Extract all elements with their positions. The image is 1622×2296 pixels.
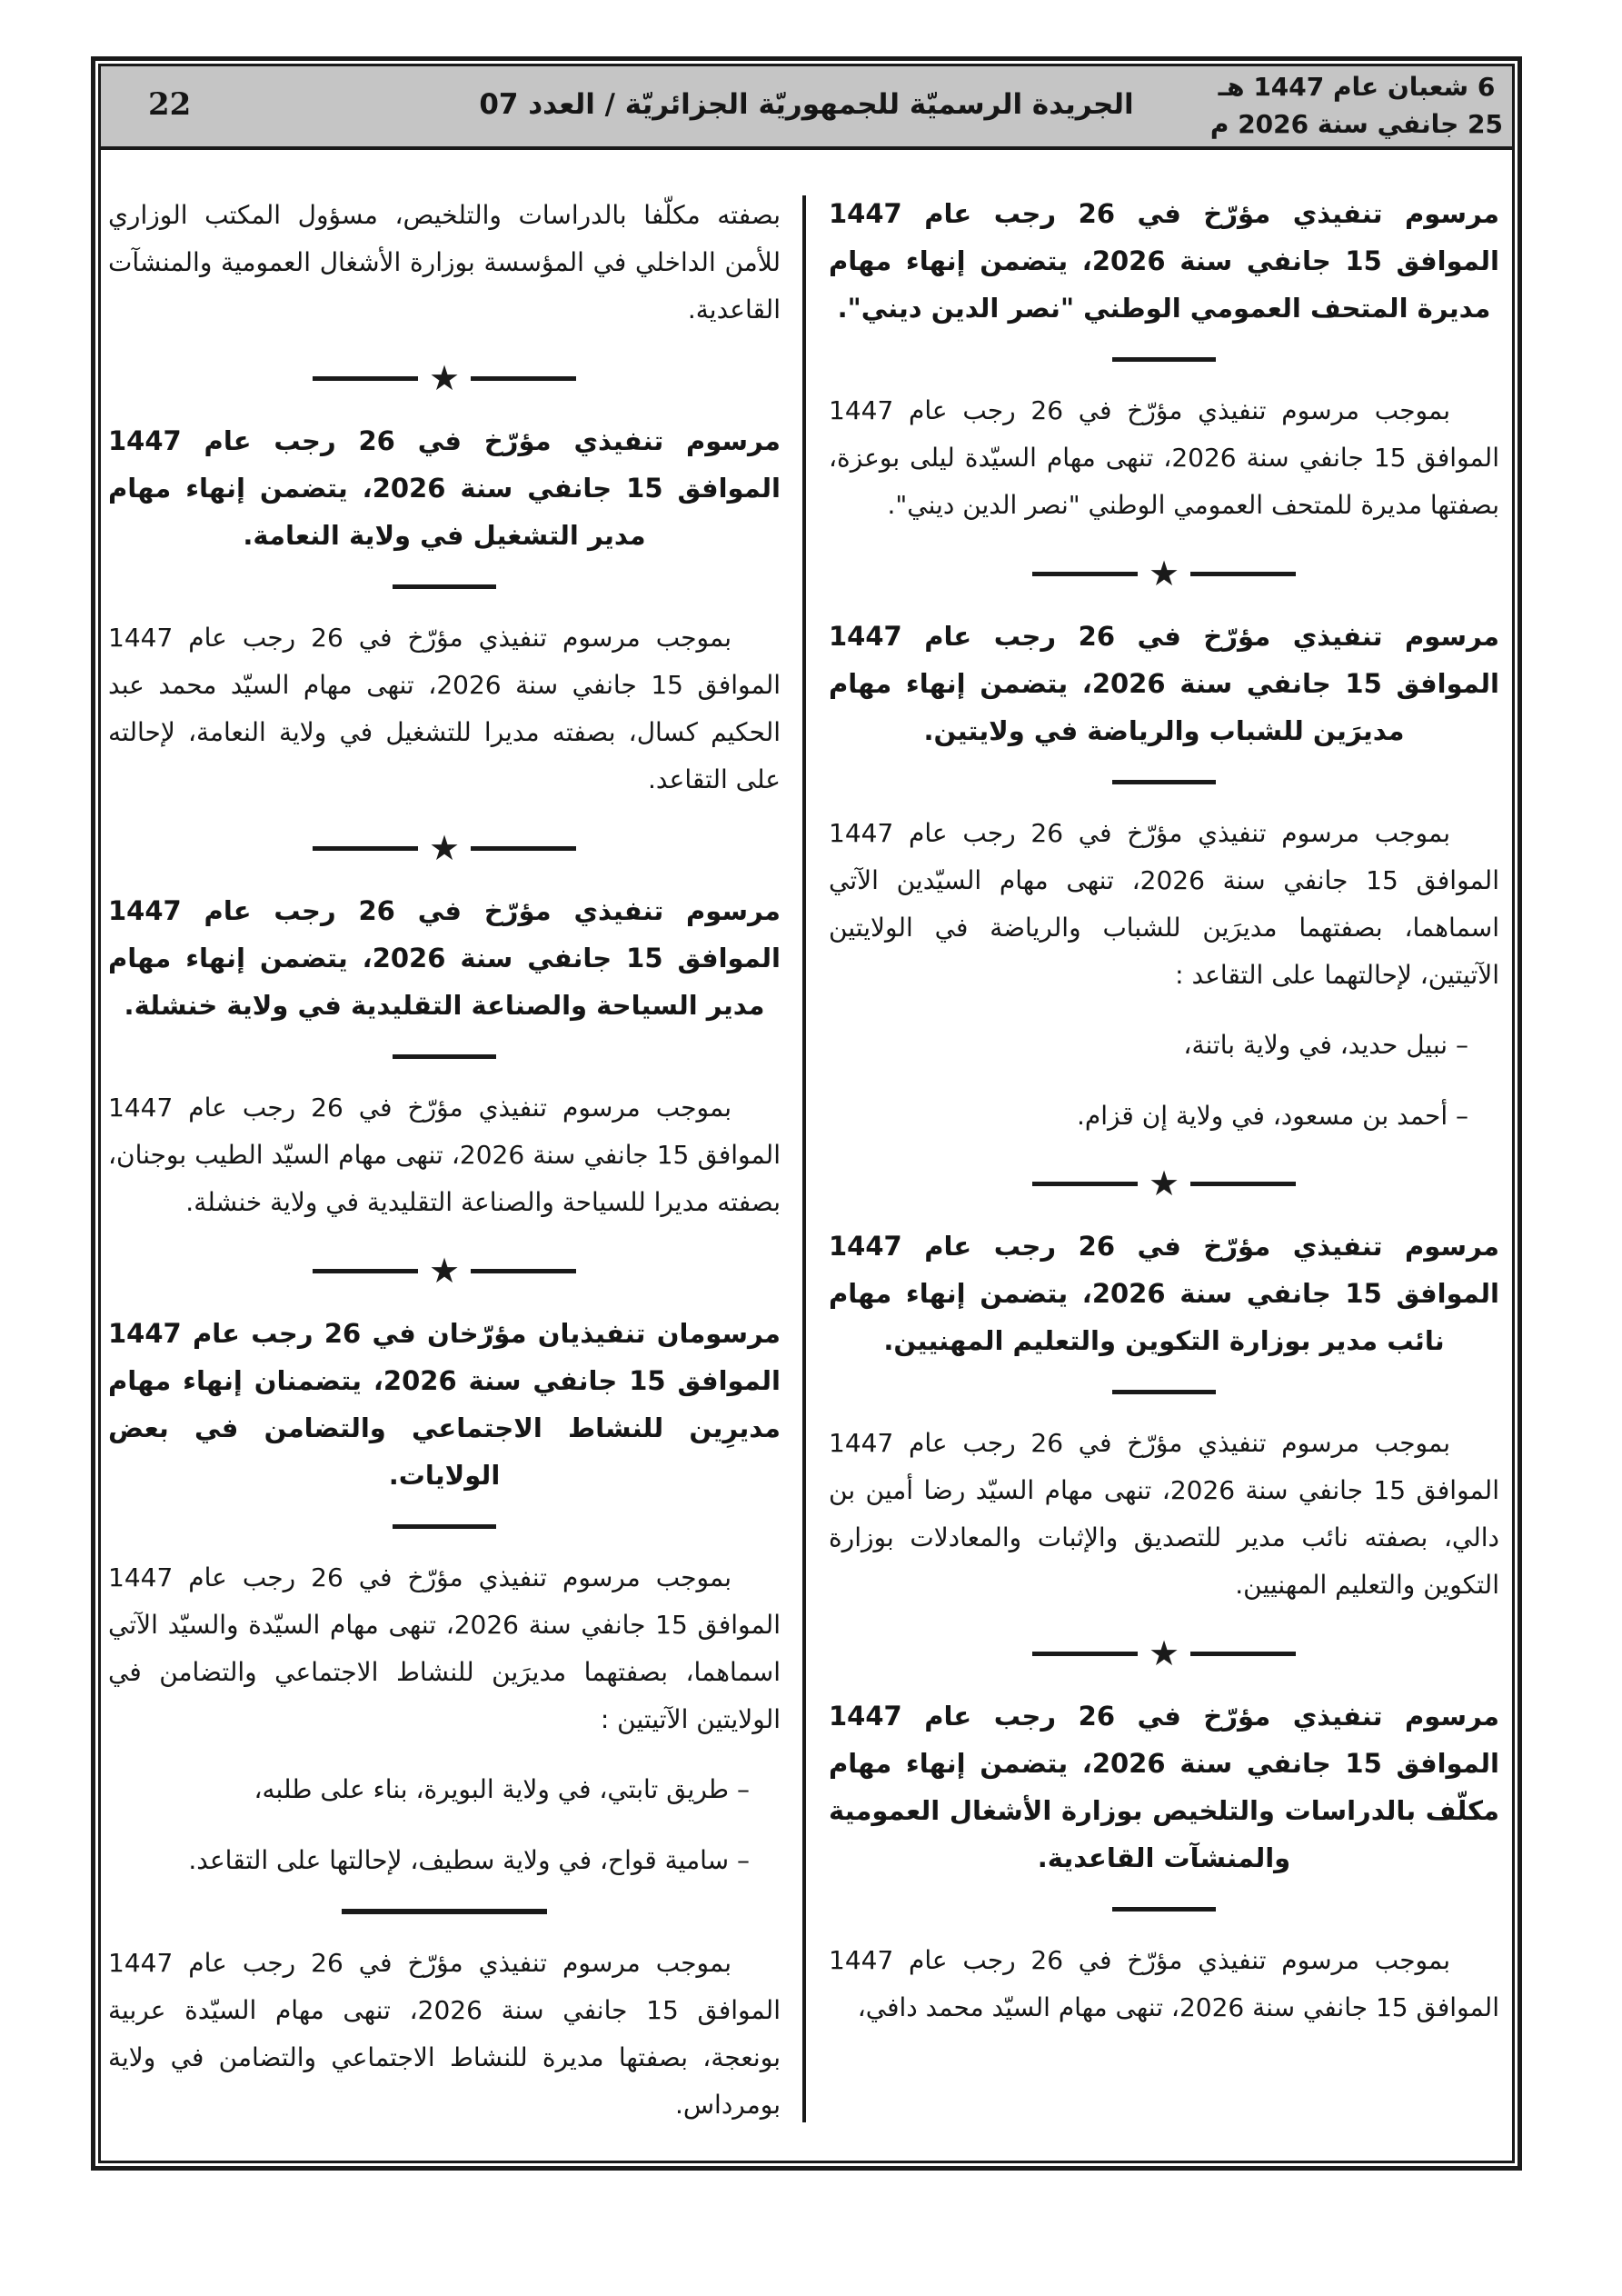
decree-body: بموجب مرسوم تنفيذي مؤرّخ في 26 رجب عام 1447 الموافق 15 جانفي سنة 2026، تنهى مهام السيّدة عربية بونعجة، بصفتها مديرة للنشاط الاجتماعي والتضامن في ولاية بومرداس. [108, 1948, 781, 2120]
star-divider [108, 1251, 781, 1291]
list-item: – طريق تابتي، في ولاية البويرة، بناء على طلبه، [254, 1774, 750, 1804]
divider-line [1032, 572, 1138, 576]
decree-body: بموجب مرسوم تنفيذي مؤرّخ في 26 رجب عام 1447 الموافق 15 جانفي سنة 2026، تنهى مهام السيّدين الآتي اسماهما، بصفتهما مديرَين للشباب والرياضة في الولايتين الآتيتين، لإحالتهما على التقاعد : [829, 818, 1499, 990]
page-content [101, 150, 1512, 2161]
star-icon: ★ [428, 358, 461, 398]
star-icon: ★ [1148, 1163, 1180, 1203]
hijri-date: 6 شعبان عام 1447 هـ [1218, 72, 1496, 102]
gregorian-date: 25 جانفي سنة 2026 م [1209, 109, 1503, 139]
divider-line [471, 376, 576, 381]
section-divider [393, 584, 496, 589]
divider-line [313, 846, 418, 851]
decree-body: بموجب مرسوم تنفيذي مؤرّخ في 26 رجب عام 1447 الموافق 15 جانفي سنة 2026، تنهى مهام السيّد رضا أمين بن دالي، بصفته نائب مدير للتصديق والإثبات والمعادلات بوزارة التكوين والتعليم المهنيين. [829, 1428, 1499, 1600]
section-divider-wide [342, 1909, 547, 1914]
decree-body: بموجب مرسوم تنفيذي مؤرّخ في 26 رجب عام 1447 الموافق 15 جانفي سنة 2026، تنهى مهام السيّدة والسيّد الآتي اسماهما، بصفتهما مديرَين للنشاط الاجتماعي والتضامن في الولايتين الآتيتين : [108, 1562, 781, 1734]
star-divider [108, 358, 781, 398]
divider-line [1190, 1652, 1296, 1656]
column-divider [802, 195, 806, 2122]
decree-title: مرسوم تنفيذي مؤرّخ في 26 رجب عام 1447 الموافق 15 جانفي سنة 2026، يتضمن إنهاء مهام مدير السياحة والصناعة التقليدية في ولاية خنشلة. [108, 895, 781, 1021]
divider-line [471, 846, 576, 851]
divider-line [1190, 1182, 1296, 1186]
column-right [829, 150, 1499, 2168]
divider-line [1190, 572, 1296, 576]
section-divider [1112, 1390, 1216, 1394]
column-left [108, 150, 781, 2168]
star-divider [108, 828, 781, 868]
decree-body: بموجب مرسوم تنفيذي مؤرّخ في 26 رجب عام 1447 الموافق 15 جانفي سنة 2026، تنهى مهام السيّدة ليلى بوعزة، بصفتها مديرة للمتحف العمومي الوطني "نصر الدين ديني". [829, 395, 1499, 520]
section-divider [1112, 1907, 1216, 1912]
divider-line [471, 1269, 576, 1273]
masthead [101, 66, 1512, 150]
decree-body: بموجب مرسوم تنفيذي مؤرّخ في 26 رجب عام 1447 الموافق 15 جانفي سنة 2026، تنهى مهام السيّد الطيب بوجنان، بصفته مديرا للسياحة والصناعة التقليدية في ولاية خنشلة. [108, 1093, 781, 1217]
decree-title: مرسومان تنفيذيان مؤرّخان في 26 رجب عام 1447 الموافق 15 جانفي سنة 2026، يتضمنان إنهاء مهام مديرِين للنشاط الاجتماعي والتضامن في بعض الولايات. [108, 1318, 781, 1491]
divider-line [313, 376, 418, 381]
section-divider [393, 1054, 496, 1059]
star-icon: ★ [1148, 554, 1180, 594]
decree-body-continuation: بصفته مكلّفا بالدراسات والتلخيص، مسؤول المكتب الوزاري للأمن الداخلي في المؤسسة بوزارة الأشغال العمومية والمنشآت القاعدية. [108, 200, 781, 324]
decree-title: مرسوم تنفيذي مؤرّخ في 26 رجب عام 1447 الموافق 15 جانفي سنة 2026، يتضمن إنهاء مهام نائب مدير بوزارة التكوين والتعليم المهنيين. [829, 1231, 1499, 1356]
decree-body: بموجب مرسوم تنفيذي مؤرّخ في 26 رجب عام 1447 الموافق 15 جانفي سنة 2026، تنهى مهام السيّد محمد دافي، [829, 1945, 1499, 2022]
decree-title: مرسوم تنفيذي مؤرّخ في 26 رجب عام 1447 الموافق 15 جانفي سنة 2026، يتضمن إنهاء مهام مدير التشغيل في ولاية النعامة. [108, 425, 781, 551]
divider-line [1032, 1652, 1138, 1656]
decree-body: بموجب مرسوم تنفيذي مؤرّخ في 26 رجب عام 1447 الموافق 15 جانفي سنة 2026، تنهى مهام السيّد محمد عبد الحكيم كسال، بصفته مديرا للتشغيل في ولاية النعامة، لإحالته على التقاعد. [108, 623, 781, 794]
list-item: – سامية قواح، في ولاية سطيف، لإحالتها على التقاعد. [188, 1845, 750, 1875]
star-icon: ★ [1148, 1633, 1180, 1673]
star-divider [829, 1633, 1499, 1673]
star-divider [829, 1163, 1499, 1203]
section-divider [1112, 357, 1216, 362]
decree-title: مرسوم تنفيذي مؤرّخ في 26 رجب عام 1447 الموافق 15 جانفي سنة 2026، يتضمن إنهاء مهام مكلّف بالدراسات والتلخيص بوزارة الأشغال العمومية والمنشآت القاعدية. [829, 1701, 1499, 1873]
divider-line [1032, 1182, 1138, 1186]
star-icon: ★ [428, 828, 461, 868]
section-divider [393, 1524, 496, 1529]
star-icon: ★ [428, 1251, 461, 1291]
decree-title: مرسوم تنفيذي مؤرّخ في 26 رجب عام 1447 الموافق 15 جانفي سنة 2026، يتضمن إنهاء مهام مديرَين للشباب والرياضة في ولايتين. [829, 621, 1499, 746]
list-item: – نبيل حديد، في ولاية باتنة، [1183, 1030, 1468, 1060]
page-frame [91, 56, 1522, 2171]
page-frame-inner [98, 64, 1515, 2163]
list-item: – أحمد بن مسعود، في ولاية إن قزام. [1076, 1101, 1468, 1131]
divider-line [313, 1269, 418, 1273]
decree-title: مرسوم تنفيذي مؤرّخ في 26 رجب عام 1447 الموافق 15 جانفي سنة 2026، يتضمن إنهاء مهام مديرة المتحف العمومي الوطني "نصر الدين ديني". [829, 198, 1499, 324]
page-number: 22 [148, 86, 192, 123]
section-divider [1112, 780, 1216, 784]
journal-title: الجريدة الرسميّة للجمهوريّة الجزائريّة / العدد 07 [479, 88, 1134, 121]
star-divider [829, 554, 1499, 594]
